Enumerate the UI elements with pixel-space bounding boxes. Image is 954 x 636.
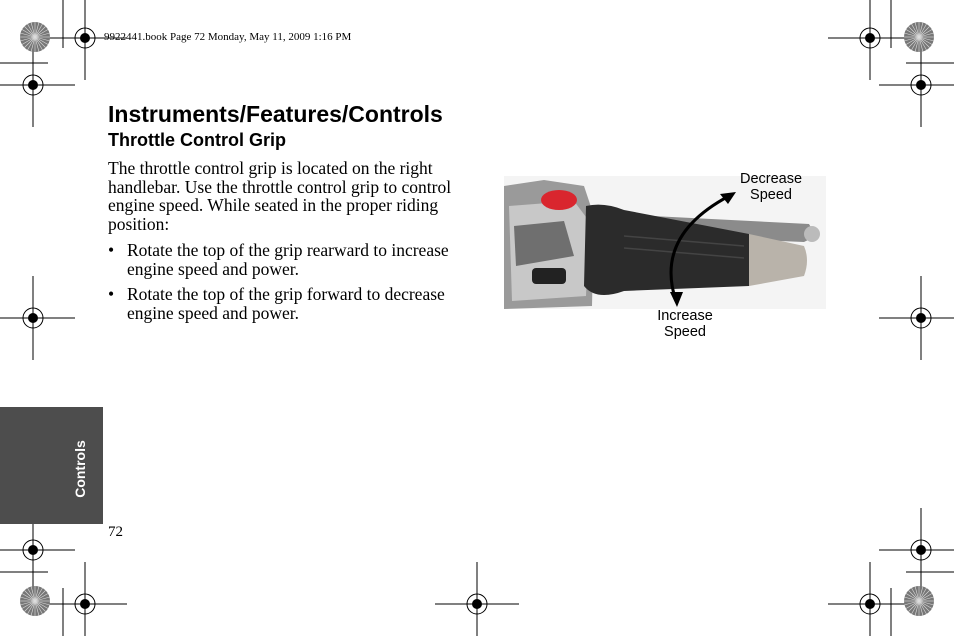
starburst-mark-icon [20, 586, 50, 616]
page-number: 72 [108, 524, 123, 540]
bullet-text: Rotate the top of the grip forward to decrease engine speed and power. [127, 284, 445, 323]
body-text [108, 159, 458, 329]
decrease-speed-label: Decrease Speed [739, 171, 803, 203]
intro-paragraph: The throttle control grip is located on the right handlebar. Use the throttle control grip to control engine speed. While seated in the proper riding position: [108, 158, 452, 234]
crosshair-mark-icon [0, 276, 75, 360]
starburst-mark-icon [904, 22, 934, 52]
crosshair-mark-icon [0, 43, 75, 127]
crosshair-mark-icon [879, 276, 954, 360]
increase-speed-label: Increase Speed [657, 308, 713, 340]
starburst-mark-icon [904, 586, 934, 616]
bullet-symbol: • [108, 240, 115, 260]
crosshair-mark-icon [43, 562, 127, 636]
crosshair-mark-icon [828, 0, 912, 80]
list-item [108, 285, 458, 322]
crosshair-mark-icon [879, 508, 954, 592]
section-title: Instruments/Features/Controls [108, 101, 443, 127]
subsection-title: Throttle Control Grip [108, 130, 286, 150]
bullet-text: Rotate the top of the grip rearward to increase engine speed and power. [127, 240, 449, 279]
bullet-symbol: • [108, 284, 115, 304]
bullet-list [108, 241, 458, 322]
crosshair-mark-icon [828, 562, 912, 636]
list-item [108, 241, 458, 278]
book-slug-header: 9922441.book Page 72 Monday, May 11, 2009 1:16 PM [104, 31, 352, 43]
crosshair-mark-icon [435, 562, 519, 636]
side-tab-label: Controls [72, 440, 88, 498]
crosshair-mark-icon [879, 43, 954, 127]
starburst-mark-icon [20, 22, 50, 52]
chapter-side-tab [0, 407, 103, 524]
